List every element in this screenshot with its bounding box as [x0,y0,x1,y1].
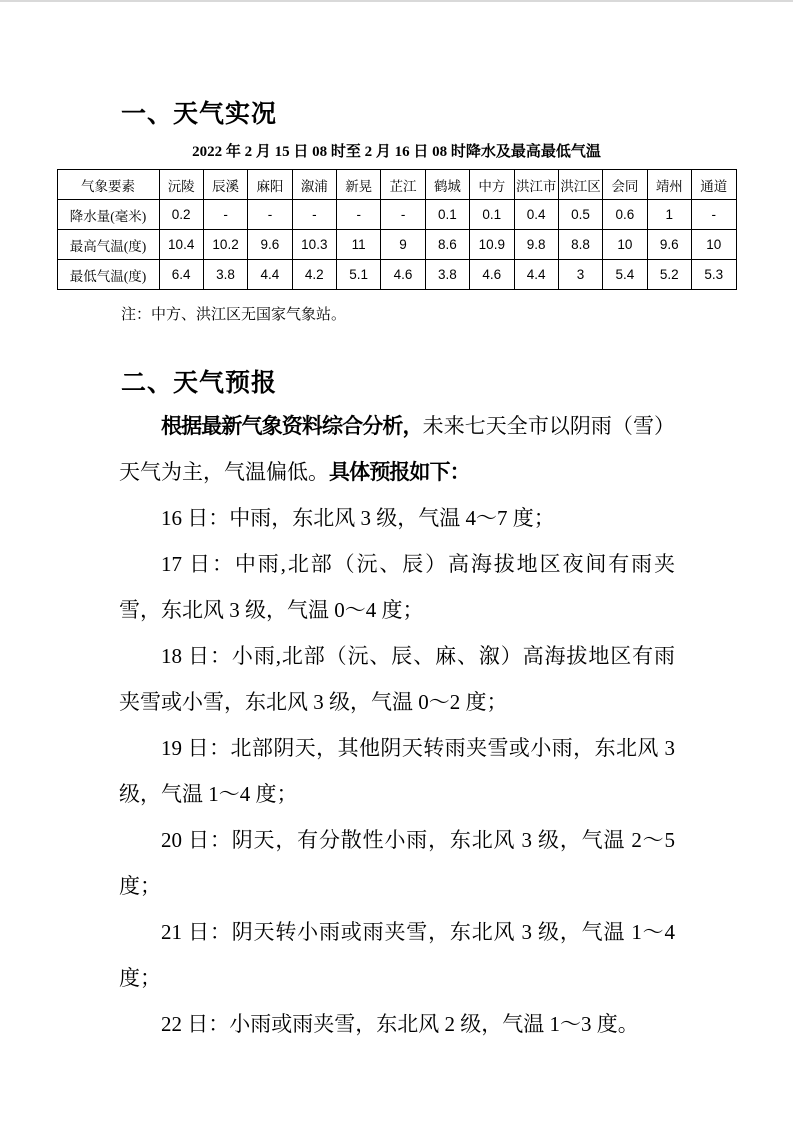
table-cell: - [381,200,425,230]
table-cell: 0.5 [558,200,602,230]
table-cell: 4.4 [248,260,292,290]
table-cell: - [292,200,336,230]
column-header: 溆浦 [292,170,336,200]
table-cell: 0.6 [603,200,647,230]
forecast-intro-normal: 未来七天全市以阴雨（雪）天气为主，气温偏低。 [119,414,675,484]
table-cell: 4.6 [470,260,514,290]
column-header: 麻阳 [248,170,292,200]
weather-table [57,169,737,290]
column-header: 靖州 [647,170,691,200]
forecast-day-18: 18 日：小雨,北部（沅、辰、麻、溆）高海拔地区有雨夹雪或小雪，东北风 3 级，气温 0～2 度； [119,644,675,714]
column-header: 沅陵 [159,170,203,200]
table-cell: 10.4 [159,230,203,260]
table-cell: 11 [337,230,381,260]
column-header: 会同 [603,170,647,200]
column-header: 洪江区 [558,170,602,200]
table-cell: 10 [692,230,737,260]
forecast-day-21: 21 日：阴天转小雨或雨夹雪，东北风 3 级，气温 1～4 度； [119,920,675,990]
column-header: 辰溪 [203,170,247,200]
table-cell: 10 [603,230,647,260]
row-label: 最低气温(度) [57,260,159,290]
table-cell: 0.4 [514,200,558,230]
table-cell: 9.6 [248,230,292,260]
table-cell: 8.6 [425,230,469,260]
column-header: 芷江 [381,170,425,200]
table-cell: - [692,200,737,230]
forecast-day-20: 20 日：阴天，有分散性小雨，东北风 3 级，气温 2～5 度； [119,828,675,898]
table-cell: 10.2 [203,230,247,260]
column-header: 新晃 [337,170,381,200]
table-cell: 0.1 [470,200,514,230]
table-cell: 3.8 [203,260,247,290]
table-row [57,230,736,260]
row-label: 最高气温(度) [57,230,159,260]
table-cell: 5.3 [692,260,737,290]
table-cell: 1 [647,200,691,230]
table-cell: 9.6 [647,230,691,260]
table-cell: 5.1 [337,260,381,290]
table-cell: 4.2 [292,260,336,290]
table-cell: 8.8 [558,230,602,260]
table-cell: 3.8 [425,260,469,290]
forecast-intro-lead-bold: 根据最新气象资料综合分析， [161,414,423,438]
row-label: 降水量(毫米) [57,200,159,230]
table-row [57,200,736,230]
column-header: 鹤城 [425,170,469,200]
column-header: 中方 [470,170,514,200]
table-cell: - [337,200,381,230]
table-cell: 9 [381,230,425,260]
forecast-intro [119,403,675,495]
weather-table-title: 2022 年 2 月 15 日 08 时至 2 月 16 日 08 时降水及最高最低气温 [192,144,601,160]
table-header-row [57,170,736,200]
table-cell: - [203,200,247,230]
forecast-intro-tail-bold: 具体预报如下： [329,460,470,484]
table-cell: 3 [558,260,602,290]
table-cell: 4.6 [381,260,425,290]
forecast-day-22: 22 日：小雨或雨夹雪，东北风 2 级，气温 1～3 度。 [161,1012,639,1036]
table-cell: 4.4 [514,260,558,290]
table-cell: 9.8 [514,230,558,260]
table-cell: 0.1 [425,200,469,230]
forecast-day-17: 17 日：中雨,北部（沅、辰）高海拔地区夜间有雨夹雪，东北风 3 级，气温 0～4 度； [119,552,675,622]
table-note: 注：中方、洪江区无国家气象站。 [121,307,347,323]
column-header: 通道 [692,170,737,200]
table-cell: 0.2 [159,200,203,230]
table-cell: - [248,200,292,230]
forecast-day-19: 19 日：北部阴天，其他阴天转雨夹雪或小雨，东北风 3 级，气温 1～4 度； [119,736,675,806]
column-header: 气象要素 [57,170,159,200]
forecast-day-16: 16 日：中雨，东北风 3 级，气温 4～7 度； [161,506,555,530]
table-cell: 6.4 [159,260,203,290]
section1-heading: 一、天气实况 [121,101,278,128]
forecast-body [119,403,675,1047]
table-cell: 10.3 [292,230,336,260]
table-cell: 5.2 [647,260,691,290]
column-header: 洪江市 [514,170,558,200]
table-cell: 10.9 [470,230,514,260]
table-row [57,260,736,290]
section2-heading: 二、天气预报 [121,370,278,397]
table-cell: 5.4 [603,260,647,290]
